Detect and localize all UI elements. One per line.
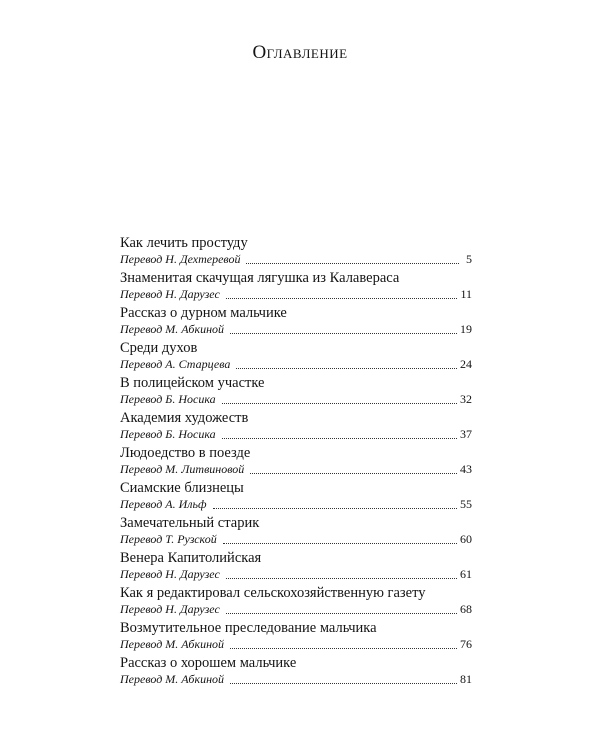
entry-translator: Перевод Б. Носика (120, 427, 216, 441)
entry-line (120, 462, 472, 477)
table-of-contents (120, 235, 472, 690)
entry-page-number: 24 (460, 357, 472, 371)
entry-title: Рассказ о хорошем мальчике (120, 655, 297, 671)
entry-title: Как лечить простуду (120, 235, 248, 251)
entry-title: В полицейском участке (120, 375, 265, 391)
toc-entry (120, 480, 472, 515)
toc-entry (120, 410, 472, 445)
entry-title: Рассказ о дурном мальчике (120, 305, 287, 321)
entry-translator: Перевод А. Ильф (120, 497, 207, 511)
toc-entry (120, 585, 472, 620)
entry-line (120, 427, 472, 442)
entry-title: Академия художеств (120, 410, 249, 426)
toc-entry (120, 515, 472, 550)
entry-translator: Перевод Б. Носика (120, 392, 216, 406)
dot-leader (236, 367, 457, 369)
toc-entry (120, 305, 472, 340)
entry-page-number: 5 (466, 252, 472, 266)
dot-leader (230, 647, 457, 649)
toc-entry (120, 340, 472, 375)
entry-page-number: 55 (460, 497, 472, 511)
entry-line (120, 392, 472, 407)
dot-leader (223, 542, 457, 544)
entry-title: Среди духов (120, 340, 198, 356)
entry-translator: Перевод Н. Дарузес (120, 567, 220, 581)
entry-page-number: 32 (460, 392, 472, 406)
entry-title: Венера Капитолийская (120, 550, 262, 566)
entry-translator: Перевод Н. Дарузес (120, 287, 220, 301)
dot-leader (226, 297, 458, 299)
entry-translator: Перевод М. Абкиной (120, 637, 225, 651)
entry-page-number: 19 (460, 322, 472, 336)
entry-page-number: 61 (460, 567, 472, 581)
dot-leader (250, 472, 457, 474)
dot-leader (246, 262, 459, 264)
dot-leader (226, 577, 457, 579)
entry-translator: Перевод А. Старцева (120, 357, 231, 371)
entry-page-number: 11 (460, 287, 472, 301)
toc-entry (120, 620, 472, 655)
entry-translator: Перевод Т. Рузской (120, 532, 217, 546)
entry-title: Возмутительное преследование мальчика (120, 620, 377, 636)
entry-title: Знаменитая скачущая лягушка из Калавераса (120, 270, 400, 286)
entry-translator: Перевод М. Абкиной (120, 322, 225, 336)
toc-entry (120, 270, 472, 305)
dot-leader (222, 437, 457, 439)
entry-title: Как я редактировал сельскохозяйственную газету (120, 585, 426, 601)
dot-leader (230, 682, 457, 684)
page-title: Оглавление (252, 42, 348, 63)
entry-translator: Перевод Н. Дехтеревой (120, 252, 241, 266)
dot-leader (213, 507, 458, 509)
entry-page-number: 37 (460, 427, 472, 441)
toc-entry (120, 655, 472, 690)
entry-line (120, 532, 472, 547)
entry-line (120, 252, 472, 267)
dot-leader (226, 612, 457, 614)
dot-leader (230, 332, 457, 334)
entry-line (120, 602, 472, 617)
entry-page-number: 60 (460, 532, 472, 546)
entry-page-number: 43 (460, 462, 472, 476)
toc-entry (120, 375, 472, 410)
entry-title: Замечательный старик (120, 515, 260, 531)
entry-line (120, 567, 472, 582)
entry-page-number: 76 (460, 637, 472, 651)
entry-line (120, 322, 472, 337)
dot-leader (222, 402, 457, 404)
entry-translator: Перевод М. Литвиновой (120, 462, 245, 476)
entry-translator: Перевод М. Абкиной (120, 672, 225, 686)
toc-entry (120, 235, 472, 270)
entry-line (120, 672, 472, 687)
entry-line (120, 497, 472, 512)
entry-page-number: 68 (460, 602, 472, 616)
entry-title: Сиамские близнецы (120, 480, 244, 496)
entry-line (120, 287, 472, 302)
entry-translator: Перевод Н. Дарузес (120, 602, 220, 616)
toc-entry (120, 445, 472, 480)
entry-line (120, 357, 472, 372)
entry-page-number: 81 (460, 672, 472, 686)
toc-entry (120, 550, 472, 585)
entry-line (120, 637, 472, 652)
entry-title: Людоедство в поезде (120, 445, 251, 461)
